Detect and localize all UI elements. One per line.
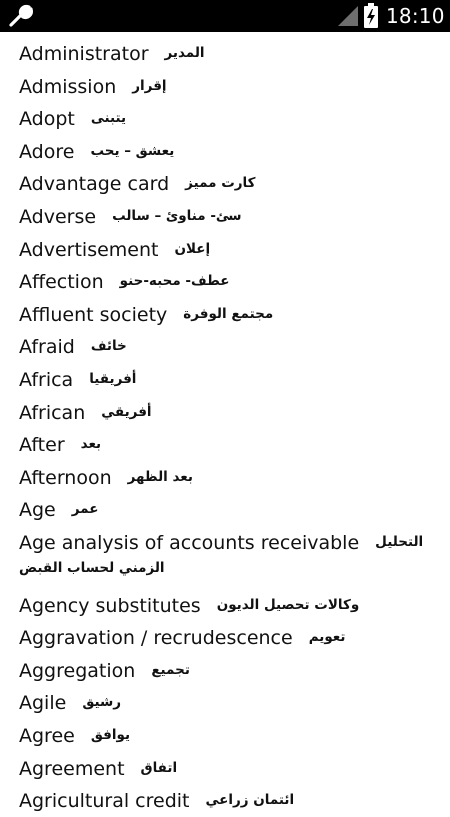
- list-item[interactable]: [19, 785, 440, 817]
- list-item[interactable]: [19, 299, 440, 331]
- english-term: Agile: [19, 692, 67, 715]
- list-item[interactable]: [19, 655, 440, 687]
- english-term: Adore: [19, 140, 75, 163]
- arabic-translation: بعد: [80, 436, 102, 453]
- english-term: Agency substitutes: [19, 594, 201, 617]
- list-item[interactable]: [19, 494, 440, 526]
- wrench-icon[interactable]: [8, 4, 34, 28]
- signal-icon: [337, 5, 359, 27]
- list-item[interactable]: [19, 201, 440, 233]
- clock: 18:10: [386, 4, 445, 28]
- list-item[interactable]: [19, 462, 440, 494]
- list-item[interactable]: [19, 590, 440, 622]
- english-term: Advertisement: [19, 238, 159, 261]
- english-term: Age analysis of accounts receivable: [19, 532, 360, 554]
- list-item[interactable]: [19, 753, 440, 785]
- arabic-translation: رشيق: [82, 694, 122, 711]
- english-term: Administrator: [19, 43, 149, 65]
- english-term: Agricultural credit: [19, 790, 190, 813]
- english-term: Aggregation: [19, 659, 136, 682]
- arabic-translation: التحليل: [375, 534, 424, 550]
- arabic-translation: يتبنى: [90, 110, 127, 127]
- arabic-translation: خائف: [90, 338, 127, 355]
- list-item[interactable]: [19, 687, 440, 719]
- arabic-translation: يوافق: [90, 727, 131, 743]
- english-term: Agreement: [19, 757, 125, 780]
- english-term: Admission: [19, 75, 117, 98]
- arabic-translation: بعد الظهر: [127, 468, 193, 485]
- arabic-translation: أفريقي: [101, 403, 152, 420]
- english-term: After: [19, 434, 65, 457]
- list-item[interactable]: [19, 527, 440, 559]
- english-term: Afternoon: [19, 466, 112, 489]
- english-term: Age: [19, 499, 56, 522]
- list-item[interactable]: [19, 397, 440, 429]
- list-item[interactable]: [19, 622, 440, 654]
- arabic-translation: تعويم: [308, 629, 346, 646]
- arabic-translation: تجميع: [151, 661, 190, 678]
- arabic-translation: إعلان: [174, 240, 211, 257]
- arabic-translation: يعشق – يحب: [90, 142, 175, 159]
- list-item[interactable]: [19, 71, 440, 103]
- english-term: Advantage card: [19, 173, 170, 196]
- arabic-translation: كارت مميز: [185, 175, 256, 192]
- list-item[interactable]: [19, 266, 440, 298]
- arabic-translation: أفريقيا: [89, 371, 137, 387]
- list-item[interactable]: [19, 38, 440, 70]
- list-item[interactable]: [19, 720, 440, 752]
- list-item[interactable]: [19, 103, 440, 135]
- list-item[interactable]: [19, 168, 440, 200]
- english-term: African: [19, 401, 86, 424]
- arabic-translation: عمر: [71, 501, 99, 518]
- english-term: Adverse: [19, 206, 97, 228]
- list-item[interactable]: [19, 429, 440, 461]
- battery-charging-icon: [363, 3, 379, 29]
- arabic-translation: المدير: [164, 45, 205, 61]
- list-item[interactable]: [19, 136, 440, 168]
- arabic-translation: سئ- مناوئ – سالب: [112, 208, 242, 224]
- english-term: Agree: [19, 725, 75, 747]
- english-term: Adopt: [19, 108, 75, 131]
- arabic-translation: مجتمع الوفرة: [183, 305, 274, 322]
- english-term: Affection: [19, 271, 104, 294]
- arabic-translation: وكالات تحصيل الديون: [216, 596, 360, 613]
- english-term: Aggravation / recrudescence: [19, 627, 293, 650]
- english-term: Affluent society: [19, 303, 168, 326]
- arabic-translation: اتفاق: [140, 759, 178, 776]
- arabic-translation: ائتمان زراعي: [205, 792, 295, 809]
- list-item[interactable]: [19, 364, 440, 396]
- cut-off-previous-entry: [190, 26, 310, 34]
- word-list[interactable]: [0, 32, 450, 813]
- english-term: Afraid: [19, 336, 75, 359]
- list-item[interactable]: [19, 331, 440, 363]
- arabic-translation-continued: الزمني لحساب القبض: [19, 559, 165, 576]
- english-term: Africa: [19, 369, 74, 391]
- arabic-translation: عطف- محبه-حنو: [119, 273, 230, 290]
- list-item[interactable]: [19, 234, 440, 266]
- arabic-translation: إقرار: [132, 77, 167, 94]
